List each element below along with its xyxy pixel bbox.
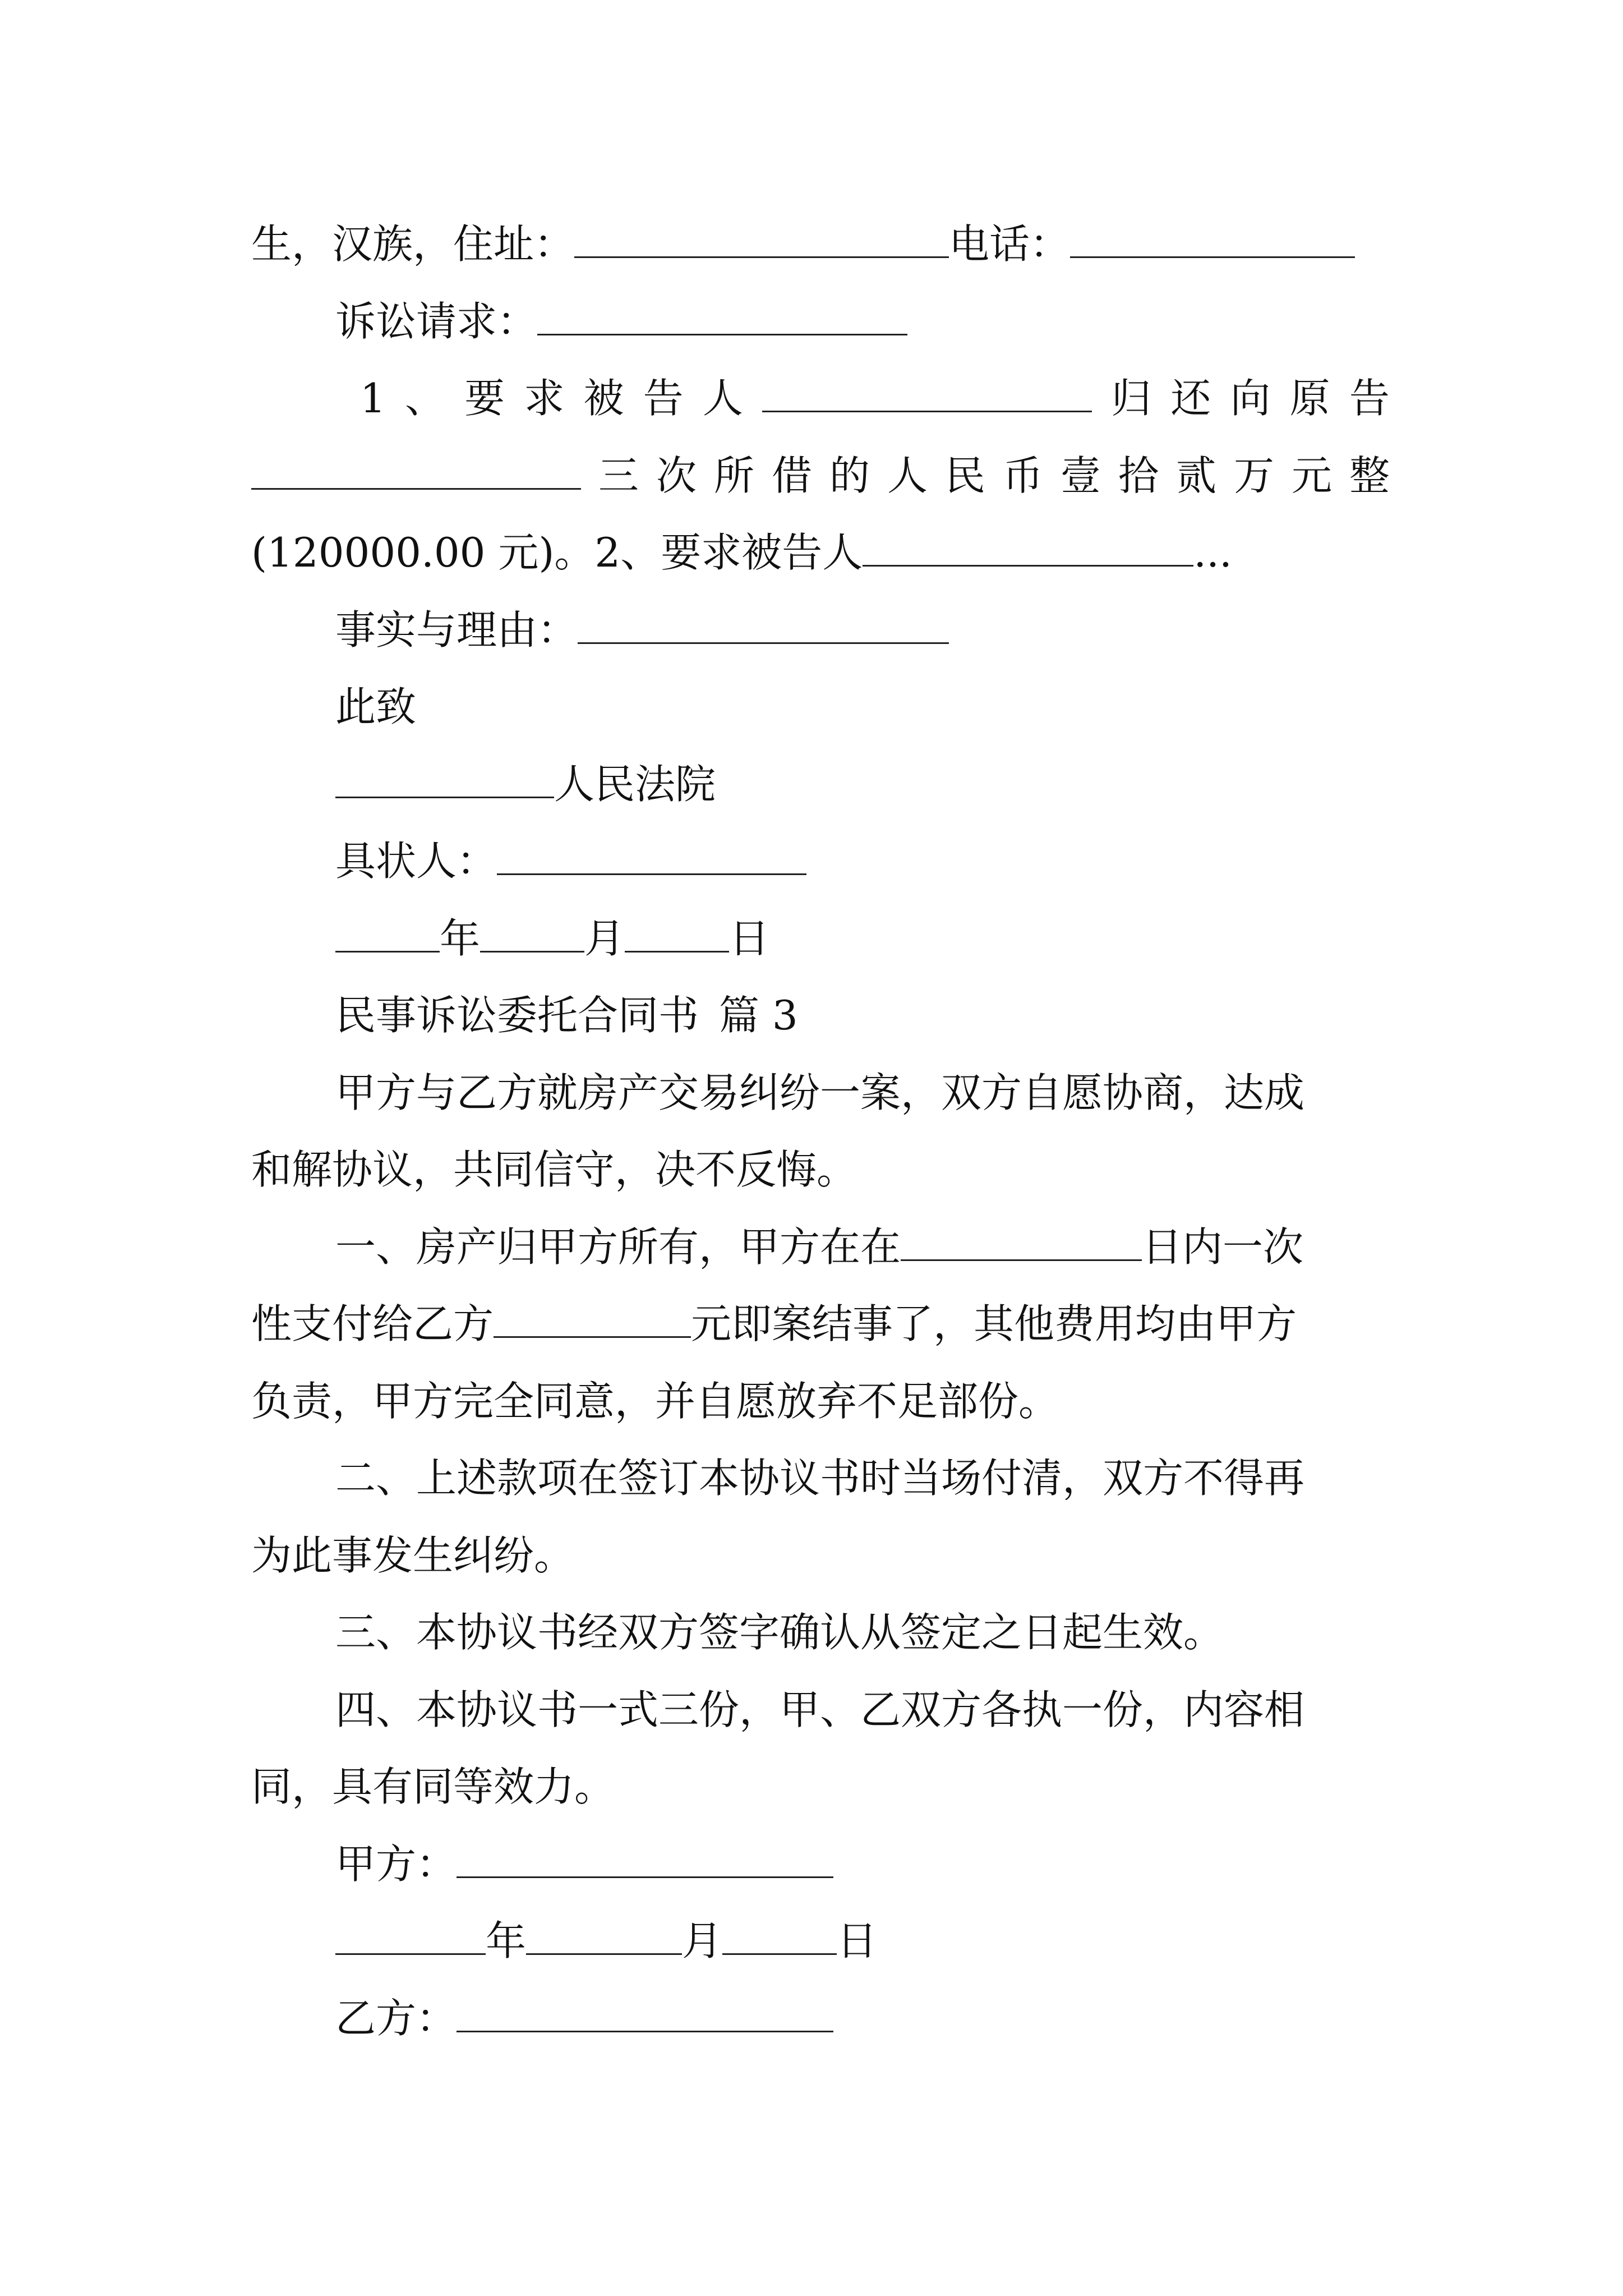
party-a-label: 甲方： <box>335 1841 457 1888</box>
paragraph-text: 甲方与乙方就房产交易纠纷一案，双方自愿协商，达成 <box>335 1069 1305 1116</box>
clause-4-line <box>335 1682 1390 1738</box>
claim-2-text: (120000.00 元)。2、要求被告人 <box>251 529 863 576</box>
phone-label: 电话： <box>949 220 1071 268</box>
month-label: 月 <box>584 915 625 962</box>
clause-1-line <box>335 1219 1390 1275</box>
claim-1-char: 、 <box>404 375 445 422</box>
paragraph-line <box>335 1065 1390 1121</box>
party-a-blank[interactable] <box>457 1839 833 1878</box>
year-blank[interactable] <box>335 914 440 953</box>
clause-2-text: 二、上述款项在签订本协议书时当场付清，双方不得再 <box>335 1455 1305 1502</box>
claim-1-line <box>360 370 1390 426</box>
claim-1-char: 元 <box>1291 452 1332 499</box>
claim-1-char: 人 <box>702 375 743 422</box>
clause-4-text: 同，具有同等效力。 <box>251 1763 615 1810</box>
claims-line <box>335 293 1390 349</box>
claim-1-char: 借 <box>771 452 812 499</box>
court-label: 人民法院 <box>554 761 716 808</box>
claim-1-char: 民 <box>944 452 985 499</box>
plaintiff-blank[interactable] <box>251 451 581 490</box>
day-label: 日 <box>837 1917 878 1964</box>
clause-1-text: 性支付给乙方 <box>251 1300 494 1347</box>
petitioner-label: 具状人： <box>335 838 497 885</box>
clause-3-line <box>335 1604 1390 1660</box>
claim-1-char: 人 <box>887 452 928 499</box>
claim-1-char: 要 <box>464 375 505 422</box>
claim-1-char: 币 <box>1002 452 1043 499</box>
claim-1-char: 拾 <box>1118 452 1159 499</box>
facts-blank[interactable] <box>578 605 949 644</box>
plaintiff-info-line <box>251 216 1390 272</box>
clause-4-continued-line <box>251 1759 1390 1815</box>
day-blank[interactable] <box>625 914 729 953</box>
claim-1-char: 万 <box>1233 452 1274 499</box>
defendant-2-blank[interactable] <box>863 528 1193 567</box>
address-blank[interactable] <box>574 219 949 258</box>
month-blank[interactable] <box>526 1916 682 1955</box>
ellipsis: ... <box>1193 529 1232 576</box>
claim-1-char: 的 <box>829 452 870 499</box>
petitioner-line <box>335 833 1390 889</box>
court-line <box>335 756 1390 812</box>
claim-1-char: 整 <box>1349 452 1390 499</box>
year-label: 年 <box>440 915 481 962</box>
month-blank[interactable] <box>480 914 584 953</box>
party-b-line <box>335 1990 1390 2046</box>
party-a-line <box>335 1836 1390 1892</box>
clause-1-continued-line <box>251 1296 1390 1352</box>
claim-1-char: 求 <box>524 375 565 422</box>
days-blank[interactable] <box>901 1222 1142 1261</box>
claim-1-char: 向 <box>1230 375 1271 422</box>
phone-blank[interactable] <box>1070 219 1355 258</box>
party-b-blank[interactable] <box>457 1994 833 2032</box>
date-line-2 <box>335 1913 1390 1969</box>
clause-4-text: 四、本协议书一式三份，甲、乙双方各执一份，内容相 <box>335 1686 1305 1733</box>
paragraph-text: 和解协议，共同信守，决不反悔。 <box>251 1146 857 1193</box>
date-line-1 <box>335 910 1390 967</box>
salutation-line <box>335 679 1390 735</box>
section-part: 篇 3 <box>719 992 798 1039</box>
claim-1-char: 还 <box>1170 375 1211 422</box>
day-blank[interactable] <box>722 1916 837 1955</box>
clause-1-text-end: 元即案结事了，其他费用均由甲方 <box>691 1300 1297 1347</box>
facts-label: 事实与理由： <box>335 606 578 654</box>
claim-1-char: 告 <box>643 375 684 422</box>
party-b-label: 乙方： <box>335 1995 457 2042</box>
claim-1-char: 归 <box>1111 375 1152 422</box>
claim-1-char: 次 <box>656 452 697 499</box>
clause-1-text-end: 日内一次 <box>1142 1223 1304 1271</box>
day-label: 日 <box>729 915 770 962</box>
claim-1-char: 告 <box>1349 375 1390 422</box>
court-name-blank[interactable] <box>335 760 554 798</box>
claim-2-line <box>251 524 1390 581</box>
section-title: 民事诉讼委托合同书 <box>335 992 699 1039</box>
salutation-text: 此致 <box>335 683 417 730</box>
claim-1-char: 原 <box>1289 375 1330 422</box>
year-blank[interactable] <box>335 1916 486 1955</box>
year-label: 年 <box>486 1917 527 1964</box>
clause-1-final-line <box>251 1373 1390 1429</box>
paragraph-line <box>251 1142 1390 1198</box>
claim-1-char: 被 <box>583 375 624 422</box>
claims-label: 诉讼请求： <box>335 298 538 345</box>
claim-1-char: 壹 <box>1060 452 1101 499</box>
claim-1-char: 三 <box>598 452 639 499</box>
clause-2-text: 为此事发生纠纷。 <box>251 1532 575 1579</box>
clause-1-text: 一、房产归甲方所有，甲方在在 <box>335 1223 901 1271</box>
plaintiff-info-text: 生，汉族，住址： <box>251 220 575 268</box>
claim-1-char: 贰 <box>1175 452 1216 499</box>
clause-2-continued-line <box>251 1527 1390 1584</box>
clause-3-text: 三、本协议书经双方签字确认从签定之日起生效。 <box>335 1609 1224 1656</box>
month-label: 月 <box>682 1917 723 1964</box>
claim-1-continued-line <box>251 448 1390 504</box>
claim-1-char: 所 <box>713 452 754 499</box>
claims-blank[interactable] <box>537 297 907 335</box>
facts-line <box>335 602 1390 658</box>
petitioner-blank[interactable] <box>497 836 806 875</box>
clause-1-text: 负责，甲方完全同意，并自愿放弃不足部份。 <box>251 1378 1059 1425</box>
defendant-blank[interactable] <box>762 374 1092 412</box>
clause-2-line <box>335 1450 1390 1506</box>
claim-1-char: 1 <box>360 375 386 422</box>
section-title-line <box>335 987 1390 1043</box>
amount-blank[interactable] <box>494 1299 691 1338</box>
